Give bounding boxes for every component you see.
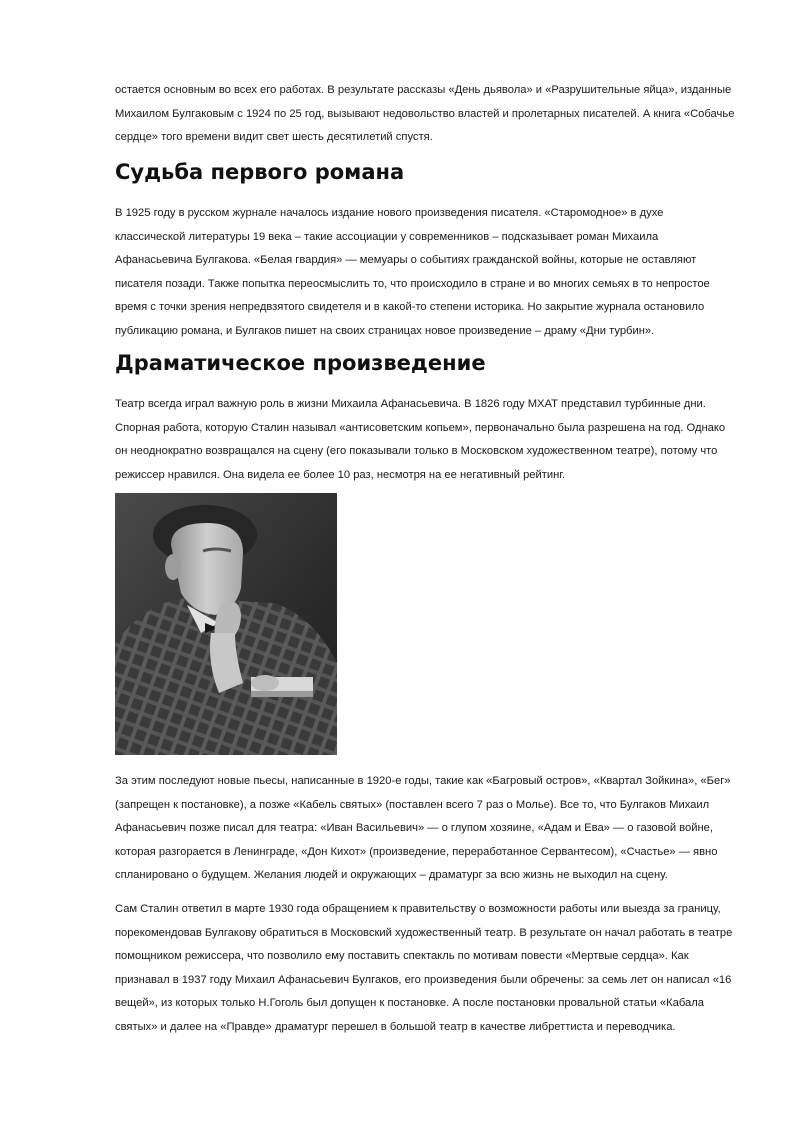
portrait-photo	[115, 493, 337, 755]
paragraph-intro: остается основным во всех его работах. В результате рассказы «День дьявола» и «Разрушительные яйца», изданные Михаилом Булгаковым с 1924 по 25 год, вызывают недовольство властей и пролетарных писателей. А книга «Собачье сердце» того времени видит свет шесть десятилетий спустя.	[115, 84, 735, 143]
heading-first-novel: Судьба первого романа	[115, 160, 405, 184]
paragraph-plays: За этим последуют новые пьесы, написанные в 1920-е годы, такие как «Багровый остров», «Квартал Зойкина», «Бег» (запрещен к постановке), а позже «Кабель святых» (поставлен всего 7 раз о Мольe). Все то, что Булгаков Михаил Афанасьевич позже писал для театра: «Иван Васильевич» — о глупом хозяине, «Адам и Ева» — о газовой войне, которая разгорается в Ленинграде, «Дон Кихот» (произведение, переработанное Сервантесом), «Счастье» — явно спланировано о будущем. Желания людей и окружающих – драматург за всю жизнь не выходил на сцену.	[115, 775, 731, 881]
paragraph-theatre: Театр всегда играл важную роль в жизни Михаила Афанасьевича. В 1826 году МХАТ представил турбинные дни. Спорная работа, которую Сталин называл «антисоветским копьем», первоначально была разрешена на год. Однако он неоднократно возвращался на сцену (его показывали только в Московском художественном театре), потому что режиссер нравился. Она видела ее более 10 раз, несмотря на ее негативный рейтинг.	[115, 398, 726, 481]
heading-drama: Драматическое произведение	[115, 351, 486, 375]
paragraph-stalin: Сам Сталин ответил в марте 1930 года обращением к правительству о возможности работы или выезда за границу, порекомендовав Булгакову обратиться в Московский художественный театр. В результате он начал работать в театре помощником режиссера, что позволило ему поставить спектакль по мотивам повести «Мертвые сердца». Как признавал в 1937 году Михаил Афанасьевич Булгаков, его произведения были обречены: за семь лет он написал «16 вещей», из которых только Н.Гоголь был допущен к постановке. А после постановки провальной статьи «Кабала святых» и далее на «Правде» драматург перешел в большой театр в качестве либреттиста и переводчика.	[115, 903, 733, 1033]
paragraph-first-novel: В 1925 году в русском журнале началось издание нового произведения писателя. «Старомодное» в духе классической литературы 19 века – такие ассоциации у современников – подсказывает роман Михаила Афанасьевича Булгакова. «Белая гвардия» — мемуары о событиях гражданской войны, которые не оставляют писателя позади. Также попытка переосмыслить то, что происходило в стране и во многих семьях в то непростое время с точки зрения непредвзятого свидетеля и в какой-то степени историка. Но закрытие журнала остановило публикацию романа, и Булгаков пишет на своих страницах новое произведение – драму «Дни турбин».	[115, 207, 710, 337]
